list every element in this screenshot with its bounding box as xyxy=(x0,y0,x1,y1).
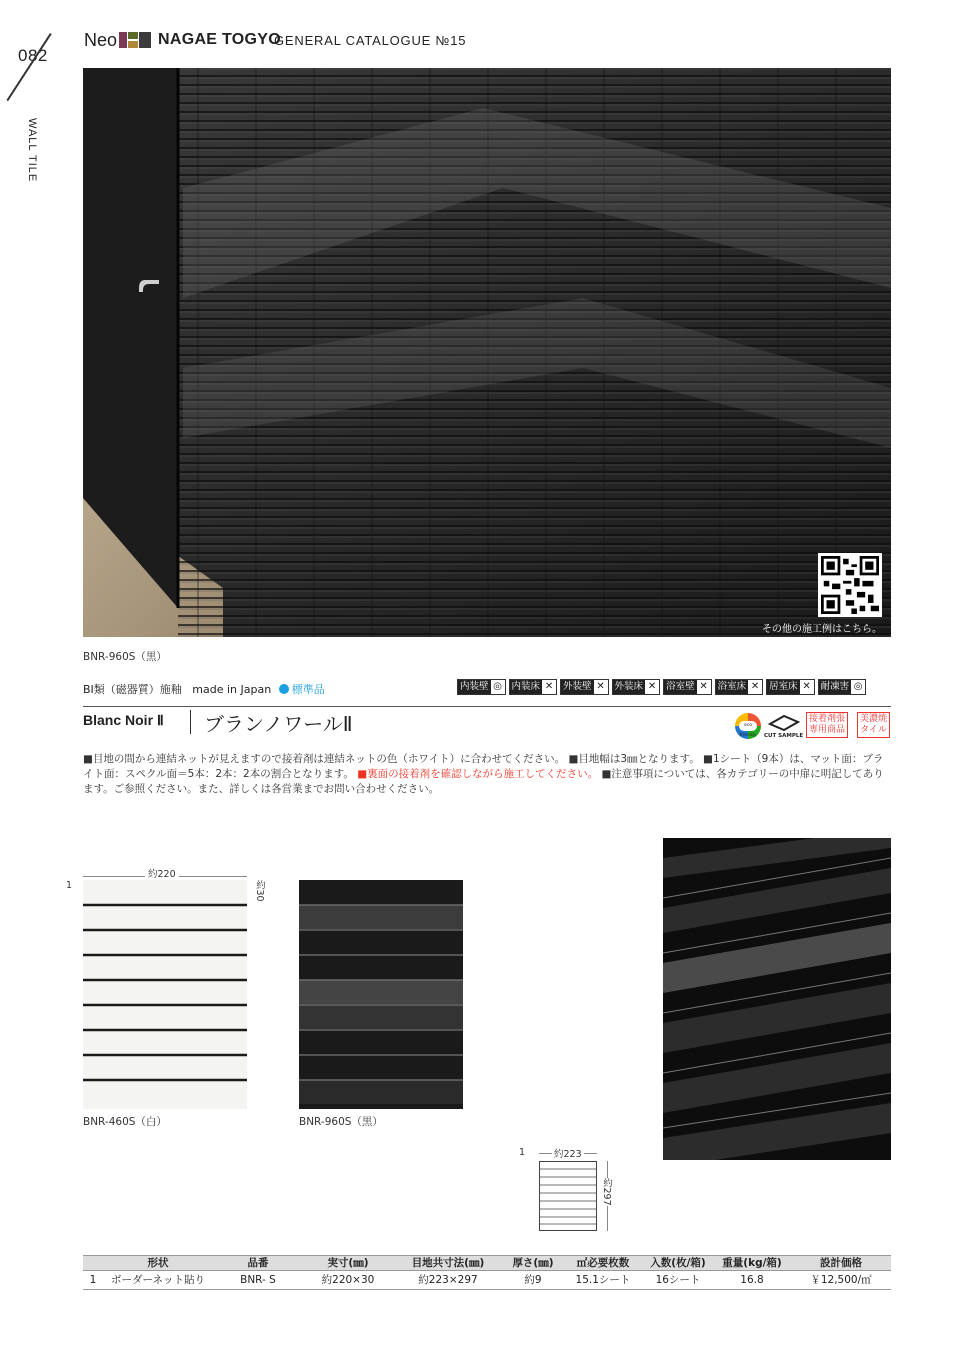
table-row: 1 ボーダーネット貼り BNR- S 約220×30 約223×297 約9 15.1シート 16シート 16.8 ￥12,500/㎡ xyxy=(83,1271,891,1290)
usage-badge: 外装壁 ✕ xyxy=(560,679,609,695)
sample-index: 1 xyxy=(66,880,73,891)
sheet-diagram xyxy=(539,1161,597,1231)
height-dimension: 約30 xyxy=(254,880,265,902)
usage-badge: 耐凍害 ◎ xyxy=(818,679,867,695)
black-tile-sample xyxy=(299,880,463,1109)
sheet-width: 約223 xyxy=(552,1146,584,1160)
usage-badge: 浴室壁 ✕ xyxy=(663,679,712,695)
header-divider xyxy=(6,33,51,101)
usage-mark-icon: ✕ xyxy=(596,681,605,692)
name-separator xyxy=(190,710,191,734)
page-number: 082 xyxy=(18,46,48,65)
spec-table xyxy=(83,1255,891,1290)
name-rule xyxy=(83,706,891,707)
white-sample-caption: BNR-460S（白） xyxy=(83,1116,167,1128)
standard-dot-icon xyxy=(279,684,289,694)
usage-badges xyxy=(457,679,866,695)
brand-logo-icon xyxy=(119,32,151,48)
category-label: WALL TILE xyxy=(26,118,38,183)
usage-badge: 外装床 ✕ xyxy=(612,679,661,695)
tile-class: BⅠ類（磁器質）施釉 xyxy=(83,683,182,696)
installation-notes: ■目地の間から連結ネットが見えますので接着剤は連結ネットの色（ホワイト）に合わせてください。 ■目地幅は3㎜となります。 ■1シート（9本）は、マット面：ブライト面：スペクル面＝5本：2本：2本の割合となります。 ■裏面の接着剤を確認しながら施工してください。 ■注意事項については、各カテゴリーの中扉に明記してあります。ご参照ください。また、詳しくは各営業までお問い合わせください。 xyxy=(83,753,884,795)
usage-mark-icon: ✕ xyxy=(544,681,554,692)
usage-mark-icon: ◎ xyxy=(853,681,863,692)
closeup-photo xyxy=(663,838,891,1160)
usage-mark-icon: ✕ xyxy=(647,681,657,692)
width-dimension: 約220 xyxy=(145,866,179,880)
product-name-en: Blanc Noir Ⅱ xyxy=(83,712,164,728)
product-name-jp: ブランノワールⅡ xyxy=(204,712,353,736)
usage-mark-icon: ✕ xyxy=(802,681,811,692)
brand-name: NAGAE TOGYO xyxy=(158,31,282,48)
usage-mark-icon: ✕ xyxy=(750,681,760,692)
sheet-index: 1 xyxy=(519,1147,526,1158)
usage-badge: 内装壁 ◎ xyxy=(457,679,506,695)
cut-sample-label: CUT SAMPLE xyxy=(764,733,804,739)
eco-label: eco friendly xyxy=(739,723,757,738)
white-tile-sample xyxy=(83,880,247,1109)
origin: made in Japan xyxy=(192,683,272,696)
usage-badge: 内装床 ✕ xyxy=(509,679,558,695)
qr-code-icon[interactable] xyxy=(818,553,882,617)
sheet-height: 約297 xyxy=(601,1178,612,1206)
hero-caption: BNR-960S（黒） xyxy=(83,651,167,663)
spec-line xyxy=(83,681,325,697)
usage-mark-icon: ◎ xyxy=(493,681,502,692)
usage-mark-icon: ✕ xyxy=(699,681,708,692)
usage-badge: 居室床 ✕ xyxy=(766,679,815,695)
table-header: 形状 品番 実寸(㎜) 目地共寸法(㎜) 厚さ(㎜) ㎡必要枚数 入数(枚/箱) 重量(kg/箱) 設計価格 xyxy=(83,1255,891,1271)
hero-installation-photo xyxy=(83,68,891,637)
series-name: Neo xyxy=(84,30,118,50)
mino-tile-tag: 美濃焼 タイル xyxy=(857,712,890,738)
catalogue-title: GENERAL CATALOGUE №15 xyxy=(274,33,467,48)
warning-note: ■裏面の接着剤を確認しながら施工してください。 xyxy=(357,768,599,780)
usage-badge: 浴室床 ✕ xyxy=(715,679,764,695)
black-sample-caption: BNR-960S（黒） xyxy=(299,1116,383,1128)
adhesive-only-tag: 接着剤張 専用商品 xyxy=(806,712,848,738)
qr-note: その他の施工例はこちら。 xyxy=(762,624,882,635)
standard-label: 標準品 xyxy=(291,683,325,696)
